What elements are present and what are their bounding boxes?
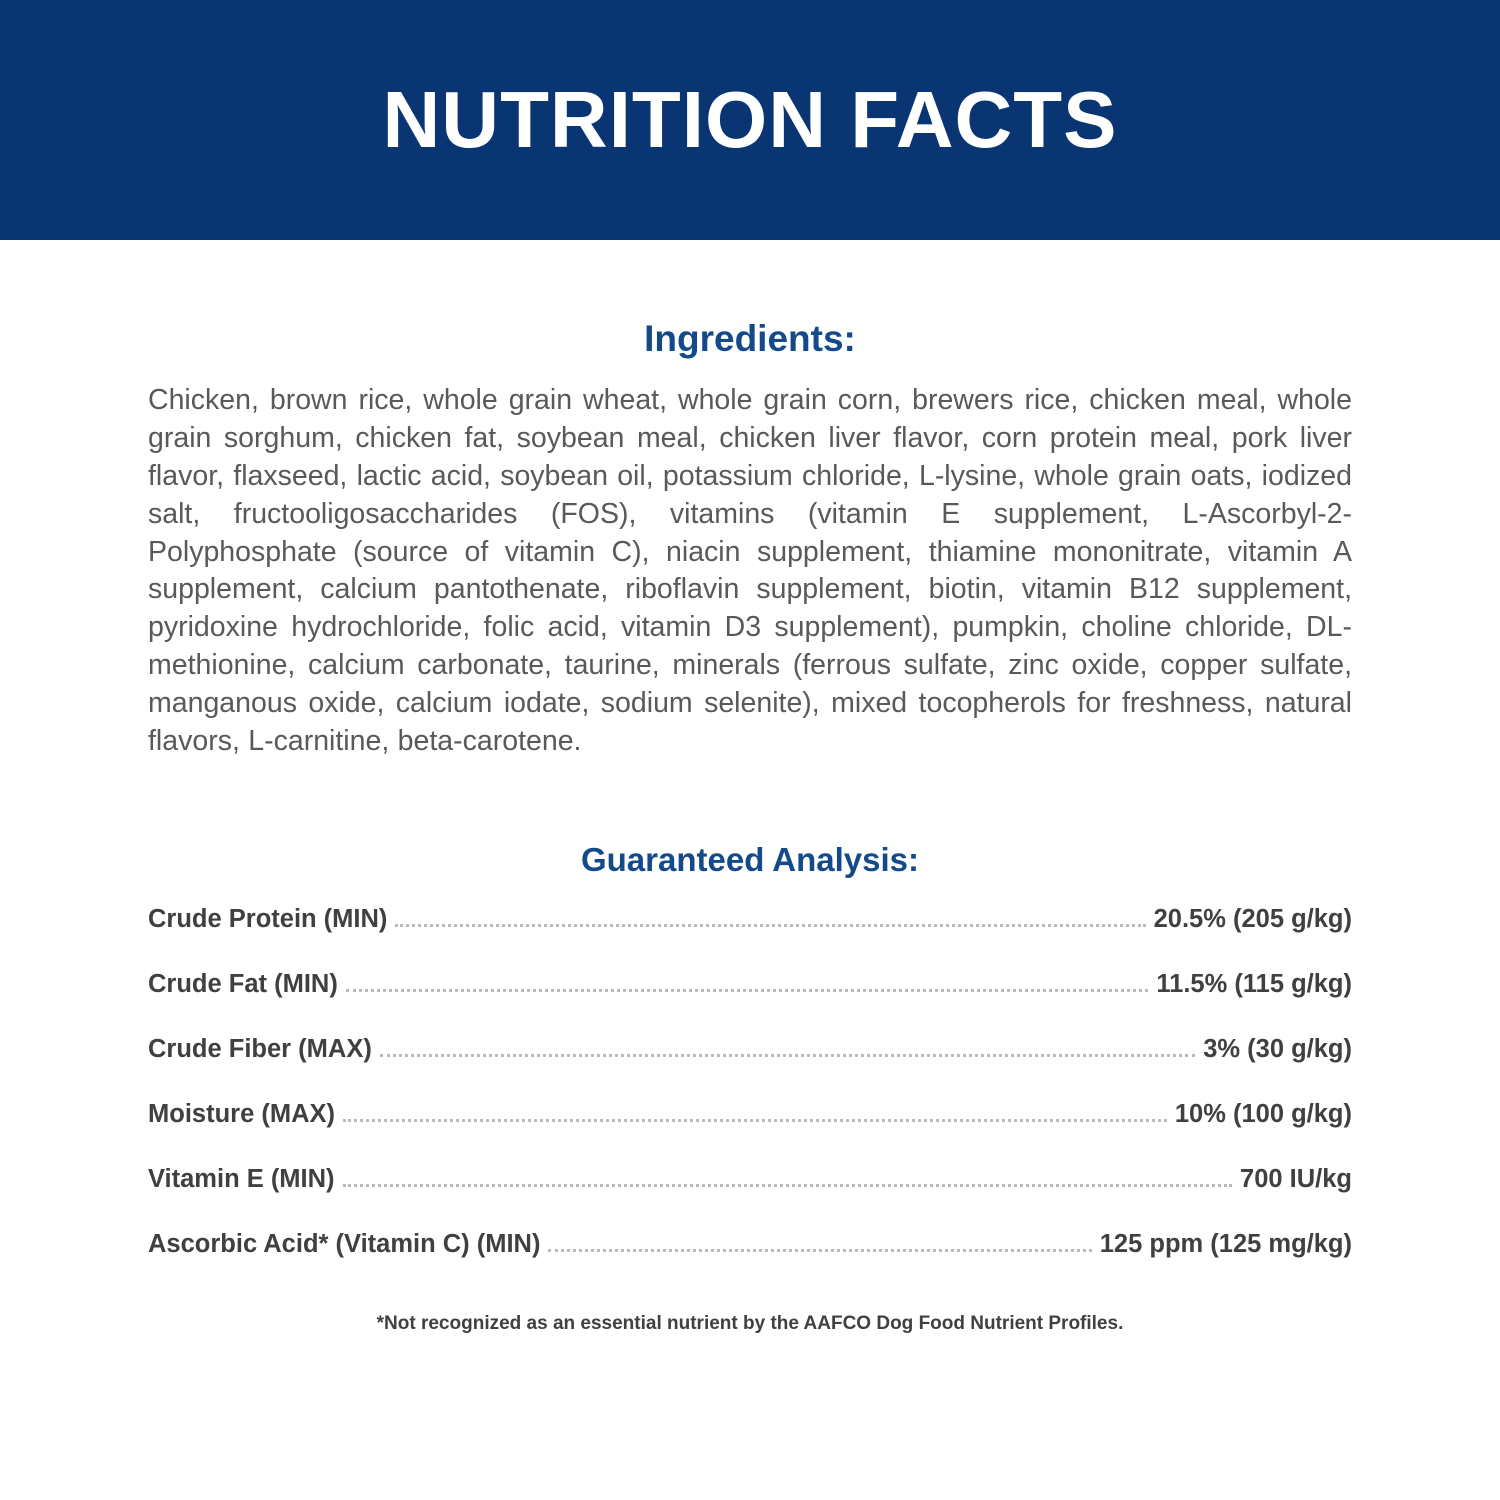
nutrient-label: Moisture (MAX) [148, 1099, 335, 1128]
leader-dots [343, 1118, 1167, 1122]
ingredients-heading: Ingredients: [644, 318, 856, 359]
guaranteed-analysis-list [148, 905, 1352, 1259]
header-band [0, 0, 1500, 240]
nutrient-value: 11.5% (115 g/kg) [1156, 969, 1352, 998]
leader-dots [343, 1183, 1232, 1187]
table-row [148, 1035, 1352, 1064]
nutrient-value: 20.5% (205 g/kg) [1153, 904, 1352, 933]
content-area [0, 318, 1500, 1335]
page-title: NUTRITION FACTS [382, 75, 1118, 164]
nutrient-label: Ascorbic Acid* (Vitamin C) (MIN) [148, 1229, 541, 1258]
leader-dots [346, 988, 1149, 992]
leader-dots [548, 1248, 1091, 1252]
table-row [148, 1165, 1352, 1194]
nutrient-label: Crude Protein (MIN) [148, 904, 388, 933]
nutrient-value: 3% (30 g/kg) [1203, 1034, 1352, 1063]
table-row [148, 970, 1352, 999]
nutrient-value: 10% (100 g/kg) [1174, 1099, 1352, 1128]
table-row [148, 1100, 1352, 1129]
nutrient-label: Crude Fat (MIN) [148, 969, 338, 998]
table-row [148, 905, 1352, 934]
nutrient-label: Crude Fiber (MAX) [148, 1034, 372, 1063]
nutrient-value: 125 ppm (125 mg/kg) [1099, 1229, 1352, 1258]
leader-dots [380, 1053, 1195, 1057]
footnote: *Not recognized as an essential nutrient by the AAFCO Dog Food Nutrient Profiles. [376, 1312, 1124, 1334]
nutrient-value: 700 IU/kg [1240, 1164, 1352, 1193]
ingredients-text: Chicken, brown rice, whole grain wheat, whole grain corn, brewers rice, chicken meal, whole grain sorghum, chicken fat, soybean meal, chicken liver flavor, corn protein meal, pork liver flavor, flaxseed, lactic acid, soybean oil, potassium chloride, L-lysine, whole grain oats, iodized salt, fructooligosaccharides (FOS), vitamins (vitamin E supplement, L-Ascorbyl-2-Polyphosphate (source of vitamin C), niacin supplement, thiamine mononitrate, vitamin A supplement, calcium pantothenate, riboflavin supplement, biotin, vitamin B12 supplement, pyridoxine hydrochloride, folic acid, vitamin D3 supplement), pumpkin, choline chloride, DL-methionine, calcium carbonate, taurine, minerals (ferrous sulfate, zinc oxide, copper sulfate, manganous oxide, calcium iodate, sodium selenite), mixed tocopherols for freshness, natural flavors, L-carnitine, beta-carotene. [148, 384, 1352, 758]
table-row [148, 1230, 1352, 1259]
nutrient-label: Vitamin E (MIN) [148, 1164, 335, 1193]
guaranteed-analysis-heading: Guaranteed Analysis: [580, 840, 920, 878]
leader-dots [395, 923, 1145, 927]
